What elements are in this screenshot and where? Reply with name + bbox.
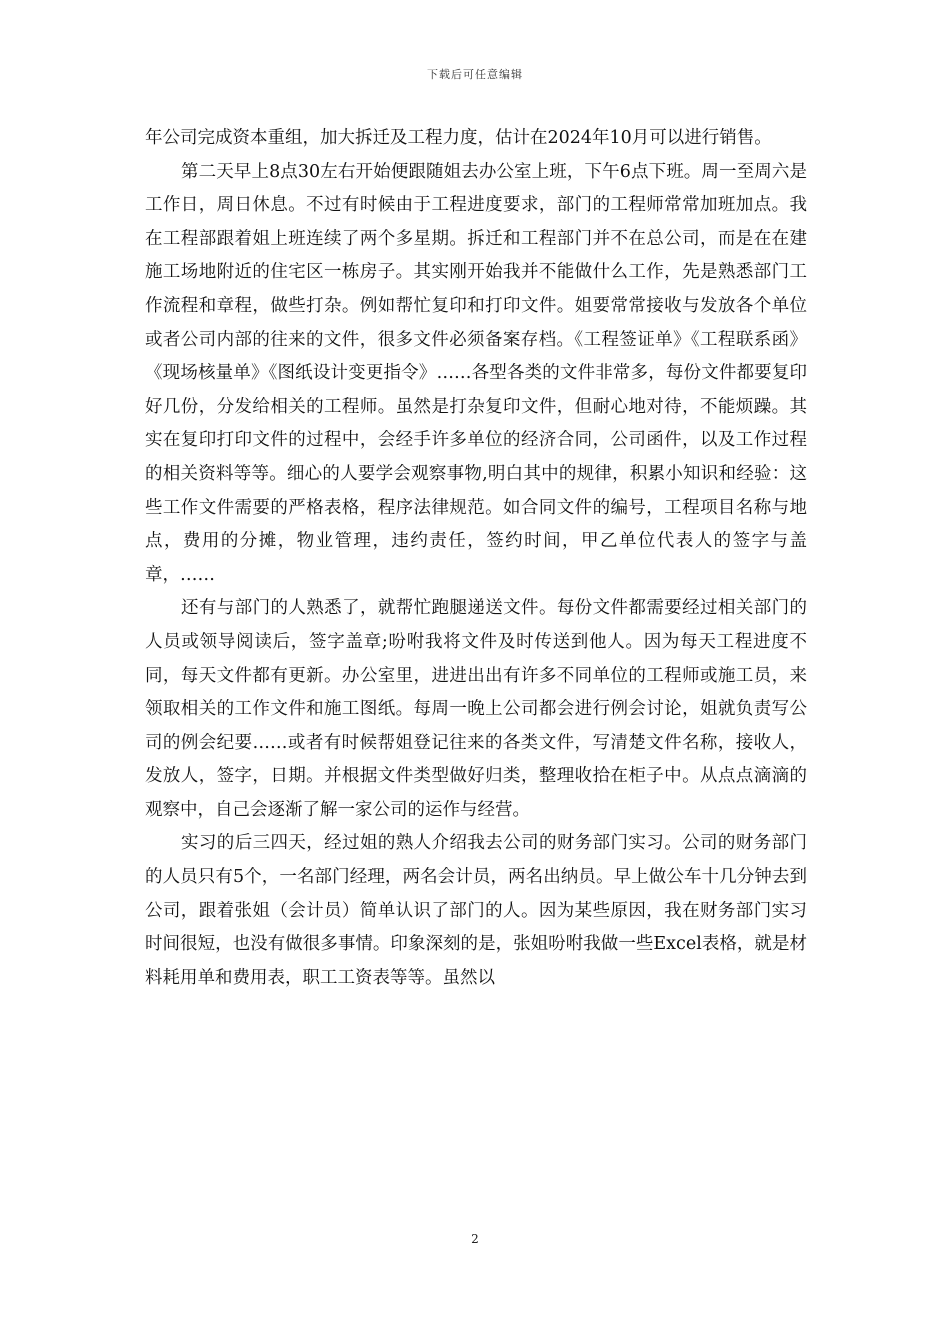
paragraph-finance-dept: 实习的后三四天，经过姐的熟人介绍我去公司的财务部门实习。公司的财务部门的人员只有5个，一名部门经理，两名会计员，两名出纳员。早上做公车十几分钟去到公司，跟着张姐（会计员）简单认识了部门的人。因为某些原因，我在财务部门实习时间很短，也没有做很多事情。印象深刻的是，张姐吩咐我做一些Excel表格，就是材料耗用单和费用表，职工工资表等等。虽然以 xyxy=(145,833,807,988)
paragraph-continuation: 年公司完成资本重组，加大拆迁及工程力度，估计在2024年10月可以进行销售。 xyxy=(145,128,772,148)
page-header: 下载后可任意编辑 xyxy=(427,68,523,81)
page-number: 2 xyxy=(471,1232,479,1246)
document-body xyxy=(145,122,807,995)
paragraph-engineering-dept: 第二天早上8点30左右开始便跟随姐去办公室上班，下午6点下班。周一至周六是工作日，周日休息。不过有时候由于工程进度要求，部门的工程师常常加班加点。我在工程部跟着姐上班连续了两个多星期。拆迁和工程部门并不在总公司，而是在在建施工场地附近的住宅区一栋房子。其实刚开始我并不能做什么工作，先是熟悉部门工作流程和章程，做些打杂。例如帮忙复印和打印文件。姐要常常接收与发放各个单位或者公司内部的往来的文件，很多文件必须备案存档。《工程签证单》《工程联系函》《现场核量单》《图纸设计变更指令》……各型各类的文件非常多，每份文件都要复印好几份，分发给相关的工程师。虽然是打杂复印文件，但耐心地对待，不能烦躁。其实在复印打印文件的过程中，会经手许多单位的经济合同，公司函件，以及工作过程的相关资料等等。细心的人要学会观察事物,明白其中的规律，积累小知识和经验：这些工作文件需要的严格表格，程序法律规范。如合同文件的编号，工程项目名称与地点，费用的分摊，物业管理，违约责任，签约时间，甲乙单位代表人的签字与盖章，…… xyxy=(145,161,807,585)
paragraph-document-delivery: 还有与部门的人熟悉了，就帮忙跑腿递送文件。每份文件都需要经过相关部门的人员或领导阅读后，签字盖章;吩咐我将文件及时传送到他人。因为每天工程进度不同，每天文件都有更新。办公室里，进进出出有许多不同单位的工程师或施工员，来领取相关的工作文件和施工图纸。每周一晚上公司都会进行例会讨论，姐就负责写公司的例会纪要……或者有时候帮姐登记往来的各类文件，写清楚文件名称，接收人，发放人，签字，日期。并根据文件类型做好归类，整理收拾在柜子中。从点点滴滴的观察中，自己会逐渐了解一家公司的运作与经营。 xyxy=(145,598,807,820)
